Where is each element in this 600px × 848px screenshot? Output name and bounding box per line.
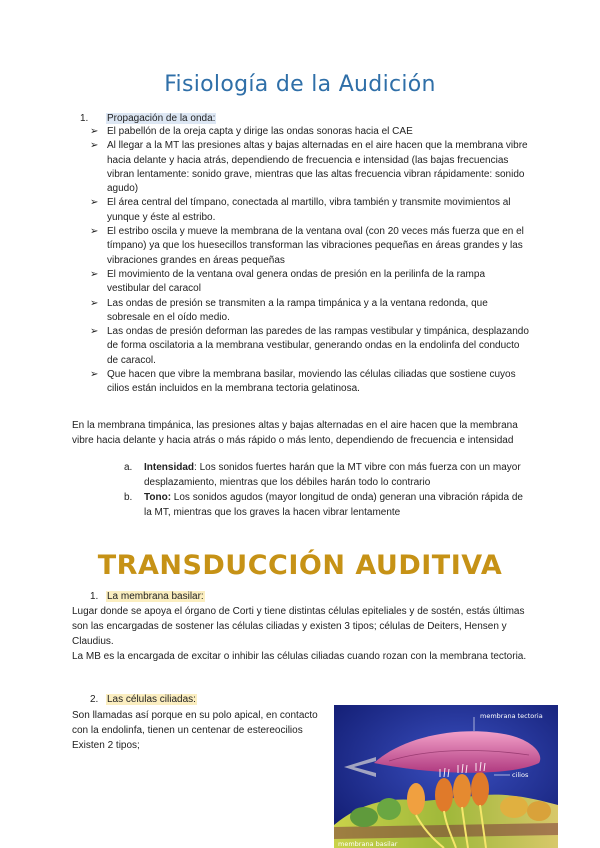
list-item: ➢ Que hacen que vibre la membrana basilar, moviendo las células ciliadas que sostiene cuyos cilios están incluidos en la membrana tectoria gelatinosa. [90,369,516,395]
section-1-heading-text: Propagación de la onda: [107,113,216,124]
arrow-bullet-icon: ➢ [90,226,99,238]
section-1-number: 1. [80,113,89,124]
arrow-bullet-icon: ➢ [90,126,99,137]
tympanic-paragraph: En la membrana timpánica, las presiones altas y bajas alternadas en el aire hacen que la membrana vibre hacia delante y hacia atrás o más rápido o más lento, dependiendo de frecuencia e intensidad [72,420,518,446]
list-item: a. Intensidad: Los sonidos fuertes harán que la MT vibre con más fuerza con un mayor desplazamiento, mientras que los débiles harán todo lo contrario [124,462,521,488]
arrow-bullet-icon: ➢ [90,297,99,309]
transduction-heading: TRANSDUCCIÓN AUDITIVA [97,550,503,581]
list-item: ➢ El pabellón de la oreja capta y dirige las ondas sonoras hacia el CAE [90,125,530,139]
arrow-bullet-icon: ➢ [90,268,99,280]
cilia-label: cilios [512,771,529,779]
arrow-bullet-icon: ➢ [90,369,99,381]
propagation-bullet-list [90,125,530,397]
list-item: ➢ Al llegar a la MT las presiones altas y bajas alternadas en el aire hacen que la membrana vibre hacia delante y hacia atrás, dependiendo de frecuencia e intensidad (las bajas frecuencias vibran lentamente: sonido grave, mientras que las altas frecuencia vibran rápidamente: sonido agudo) [90,140,528,195]
organ-of-corti-illustration [334,705,558,848]
list-item: ➢ El movimiento de la ventana oval genera ondas de presión en la perilinfa de la rampa vestibular del caracol [90,268,486,295]
list-item: ➢ Las ondas de presión se transmiten a la rampa timpánica y a la ventana redonda, que sobresale en el oído medio. [90,297,488,323]
tectorial-membrane-label: membrana tectoria [480,712,543,720]
hair-cells-text: Son llamadas así porque en su polo apical, en contacto con la endolinfa, tienen un centenar de estereocilios Existen 2 tipos; [72,710,318,751]
arrow-bullet-icon: ➢ [90,197,99,209]
arrow-bullet-icon: ➢ [90,140,99,152]
list-item: ➢ El área central del tímpano, conectada al martillo, vibra también y transmite movimientos al yunque y éste al estribo. [90,197,511,223]
section-1-heading [80,112,216,125]
basilar-membrane-heading: 1. La membrana basilar: [90,591,204,602]
intensity-tone-list [124,460,524,520]
basilar-membrane-label: membrana basilar [338,840,398,848]
list-item: ➢ El estribo oscila y mueve la membrana de la ventana oval (con 20 veces más fuerza que en el tímpano) ya que los huesecillos transforman las vibraciones pequeñas en áreas grandes y las vibraciones grandes en áreas pequeñas [90,226,524,266]
list-item: b. Tono: Los sonidos agudos (mayor longitud de onda) generan una vibración rápida de la MT, mientras que los graves la hacen vibrar lentamente [124,492,523,518]
basilar-membrane-text: Lugar donde se apoya el órgano de Corti y tiene distintas células epiteliales y de sostén, estás últimas son las encargadas de sostener las células ciliadas y existen 3 tipos; células de Deiters, Hensen y Claudius. La MB es la encargada de excitar o inhibir las células ciliadas cuando rozan con la membrana tectoria. [72,606,527,662]
page-title: Fisiología de la Audición [164,72,436,97]
arrow-bullet-icon: ➢ [90,326,99,338]
hair-cells-heading: 2. Las células ciliadas: [90,694,196,705]
list-item: ➢ Las ondas de presión deforman las paredes de las rampas vestibular y timpánica, desplazando de forma oscilatoria a la membrana vestibular, generando ondas en la endolinfa del conducto de caracol. [90,326,529,366]
